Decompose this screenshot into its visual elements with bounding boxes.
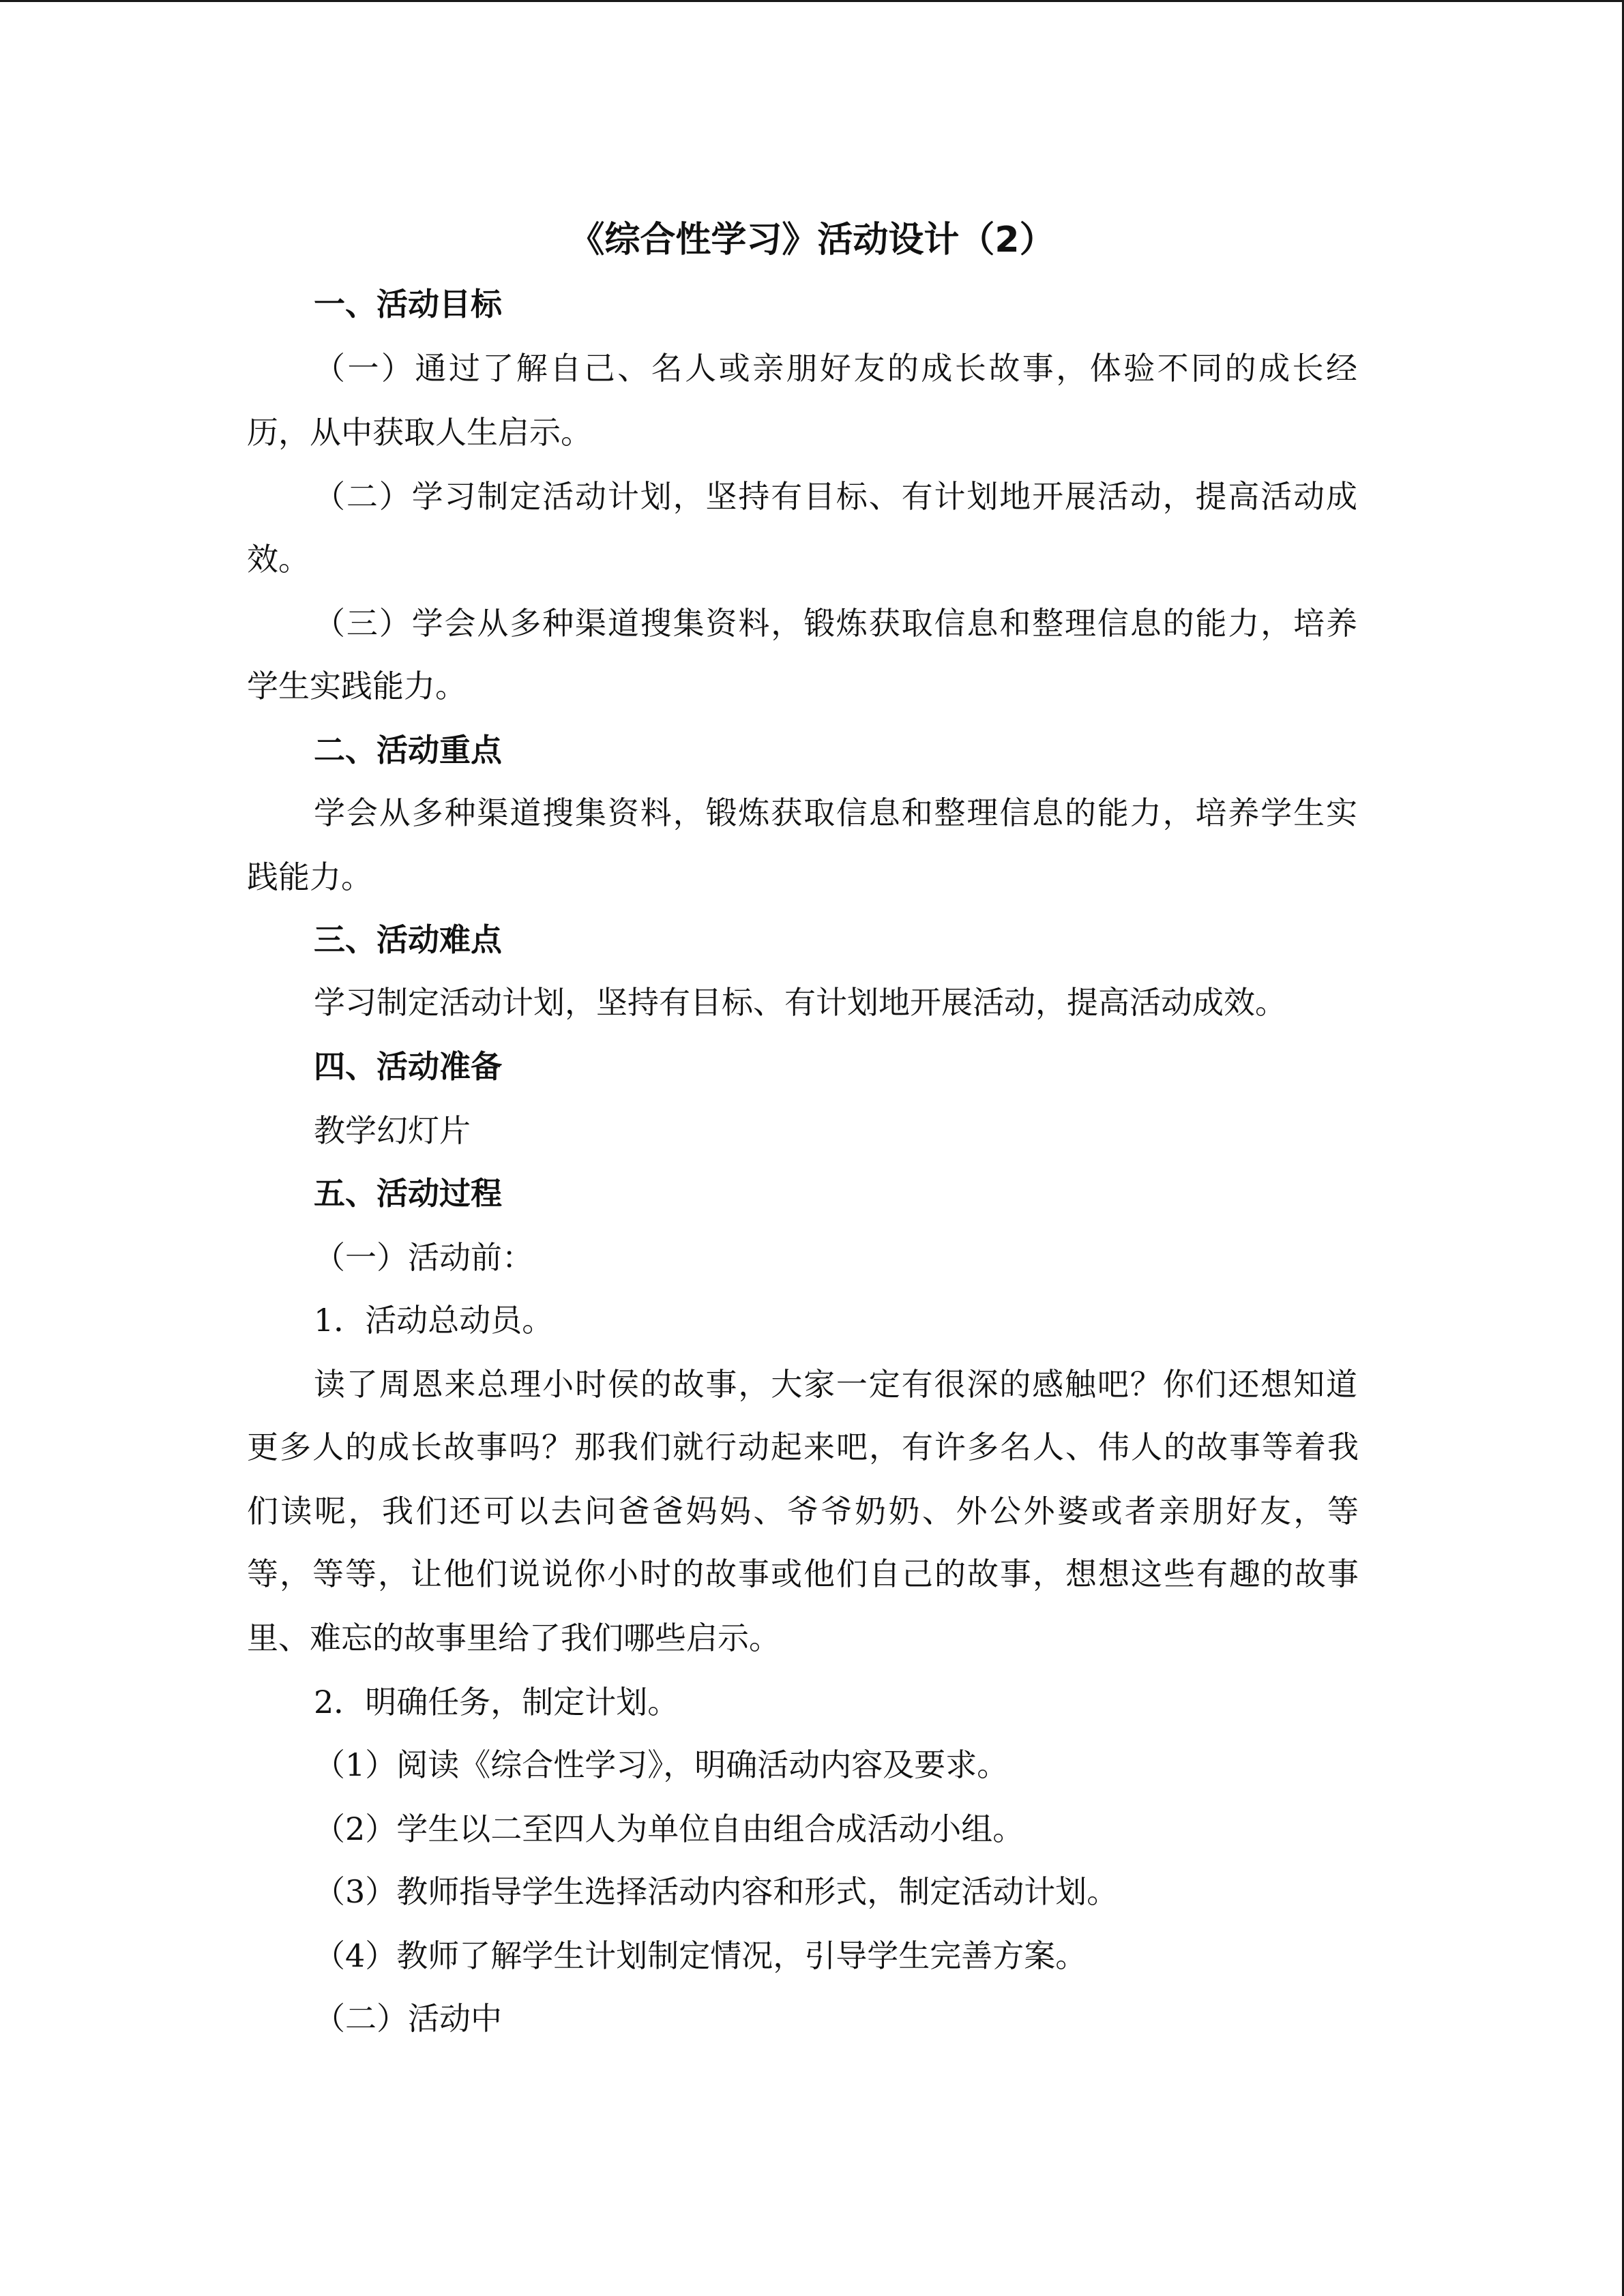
paragraph-line: 读了周恩来总理小时侯的故事，大家一定有很深的感触吧？你们还想知道	[314, 1366, 1357, 1403]
paragraph-line: 等，等等，让他们说说你小时的故事或他们自己的故事，想想这些有趣的故事	[247, 1555, 1359, 1592]
heading-difficulties: 三、活动难点	[314, 921, 502, 958]
paragraph-line: 们读呢，我们还可以去问爸爸妈妈、爷爷奶奶、外公外婆或者亲朋好友，等	[247, 1493, 1359, 1530]
paragraph-line: 效。	[247, 541, 310, 578]
paragraph-line: 学习制定活动计划，坚持有目标、有计划地开展活动，提高活动成效。	[314, 984, 1286, 1021]
list-item: （3）教师指导学生选择活动内容和形式，制定活动计划。	[314, 1873, 1119, 1910]
list-item: （2）学生以二至四人为单位自由组合成活动小组。	[314, 1810, 1024, 1847]
heading-key-points: 二、活动重点	[314, 732, 502, 769]
paragraph-line: （一）通过了解自己、名人或亲朋好友的成长故事，体验不同的成长经	[314, 350, 1357, 387]
heading-process: 五、活动过程	[314, 1175, 502, 1212]
paragraph-line: 践能力。	[247, 859, 372, 895]
paragraph-line: 学生实践能力。	[247, 668, 467, 704]
heading-goals: 一、活动目标	[314, 286, 502, 323]
paragraph-line: （二）学习制定活动计划，坚持有目标、有计划地开展活动，提高活动成	[314, 478, 1357, 515]
paragraph-line: 学会从多种渠道搜集资料，锻炼获取信息和整理信息的能力，培养学生实	[314, 794, 1357, 831]
paragraph-line: 教学幻灯片	[314, 1112, 471, 1149]
paragraph-line: 更多人的成长故事吗？那我们就行动起来吧，有许多名人、伟人的故事等着我	[247, 1429, 1359, 1465]
subheading-before: （一）活动前：	[314, 1239, 533, 1276]
subheading-during: （二）活动中	[314, 2000, 502, 2037]
paragraph-line: 历，从中获取人生启示。	[247, 414, 592, 451]
heading-preparation: 四、活动准备	[314, 1048, 502, 1085]
list-item: （1）阅读《综合性学习》，明确活动内容及要求。	[314, 1746, 1009, 1783]
list-item: 1．活动总动员。	[314, 1302, 554, 1339]
list-item: （4）教师了解学生计划制定情况，引导学生完善方案。	[314, 1937, 1087, 1974]
list-item: 2．明确任务，制定计划。	[314, 1684, 679, 1720]
paragraph-line: （三）学会从多种渠道搜集资料，锻炼获取信息和整理信息的能力，培养	[314, 605, 1357, 642]
document-title: 《综合性学习》活动设计（2）	[569, 220, 1055, 260]
paragraph-line: 里、难忘的故事里给了我们哪些启示。	[247, 1620, 780, 1656]
